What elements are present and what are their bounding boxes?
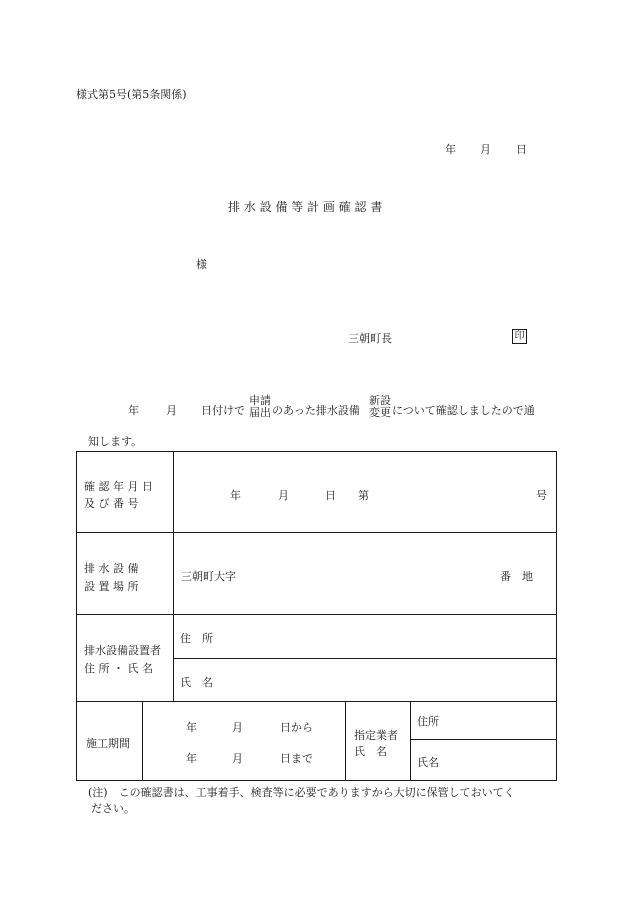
addressee-suffix: 様 bbox=[196, 258, 207, 271]
table-rule bbox=[345, 701, 346, 781]
form-number: 様式第5号(第5条関係) bbox=[76, 88, 187, 101]
row3-label-line1: 排水設備設置者 bbox=[84, 644, 161, 657]
date-day-label: 日 bbox=[516, 143, 527, 156]
work-option-new: 新設 bbox=[369, 394, 391, 407]
period-from-year: 年 bbox=[186, 721, 197, 734]
period-from-day: 日から bbox=[280, 721, 313, 734]
location-banchi: 番 地 bbox=[500, 570, 533, 583]
row1-dai: 第 bbox=[358, 489, 369, 502]
note-line2: ださい。 bbox=[91, 802, 135, 815]
table-rule bbox=[173, 658, 557, 659]
row3-label-line2: 住 所 ・ 氏 名 bbox=[84, 662, 153, 675]
table-border-bottom bbox=[76, 780, 557, 781]
row1-month: 月 bbox=[278, 489, 289, 502]
seal-mark: 印 bbox=[512, 329, 527, 344]
row2-label-line1: 排 水 設 備 bbox=[84, 562, 139, 575]
application-option-notification: 届出 bbox=[249, 406, 271, 419]
table-rule bbox=[173, 451, 174, 702]
work-option-change: 変更 bbox=[369, 406, 391, 419]
issuer-name: 三朝町長 bbox=[348, 332, 392, 345]
table-rule bbox=[76, 701, 557, 702]
contractor-label-line1: 指定業者 bbox=[354, 729, 398, 742]
table-border-right bbox=[556, 451, 557, 781]
construction-period-label: 施工期間 bbox=[86, 737, 130, 750]
table-border-left bbox=[76, 451, 77, 781]
installer-name-label: 氏 名 bbox=[180, 676, 213, 689]
row1-year: 年 bbox=[230, 489, 241, 502]
body-line2: 知します。 bbox=[88, 435, 143, 448]
row1-label-line2: 及 び 番 号 bbox=[84, 497, 139, 510]
period-from-month: 月 bbox=[232, 721, 243, 734]
body-month: 月 bbox=[166, 404, 177, 417]
table-rule bbox=[142, 701, 143, 781]
row1-day: 日 bbox=[325, 489, 336, 502]
application-type-stack bbox=[249, 395, 271, 419]
installer-address-label: 住 所 bbox=[180, 632, 213, 645]
contractor-label-line2: 氏 名 bbox=[354, 745, 387, 758]
body-middle: のあった排水設備 bbox=[272, 404, 360, 417]
contractor-name-label: 氏名 bbox=[417, 756, 439, 769]
note-line1: (注) この確認書は、工事着手、検査等に必要でありますから大切に保管しておいてく bbox=[88, 786, 515, 799]
period-to-day: 日まで bbox=[280, 752, 313, 765]
table-rule bbox=[76, 532, 557, 533]
row2-label-line2: 設 置 場 所 bbox=[84, 580, 139, 593]
period-to-year: 年 bbox=[186, 752, 197, 765]
contractor-address-label: 住所 bbox=[417, 715, 439, 728]
body-year: 年 bbox=[128, 404, 139, 417]
body-dated: 日付けで bbox=[201, 404, 245, 417]
body-end: について確認しましたので通 bbox=[392, 404, 535, 417]
row1-go: 号 bbox=[536, 489, 547, 502]
table-rule bbox=[410, 701, 411, 781]
table-rule bbox=[410, 739, 557, 740]
location-prefix: 三朝町大字 bbox=[181, 570, 236, 583]
table-border-top bbox=[76, 451, 557, 452]
period-to-month: 月 bbox=[232, 752, 243, 765]
date-year-label: 年 bbox=[445, 143, 456, 156]
document-title: 排 水 設 備 等 計 画 確 認 書 bbox=[228, 200, 383, 214]
work-type-stack bbox=[369, 395, 391, 419]
date-month-label: 月 bbox=[480, 143, 491, 156]
table-rule bbox=[76, 614, 557, 615]
row1-label-line1: 確 認 年 月 日 bbox=[84, 480, 153, 493]
application-option-request: 申請 bbox=[249, 394, 271, 407]
